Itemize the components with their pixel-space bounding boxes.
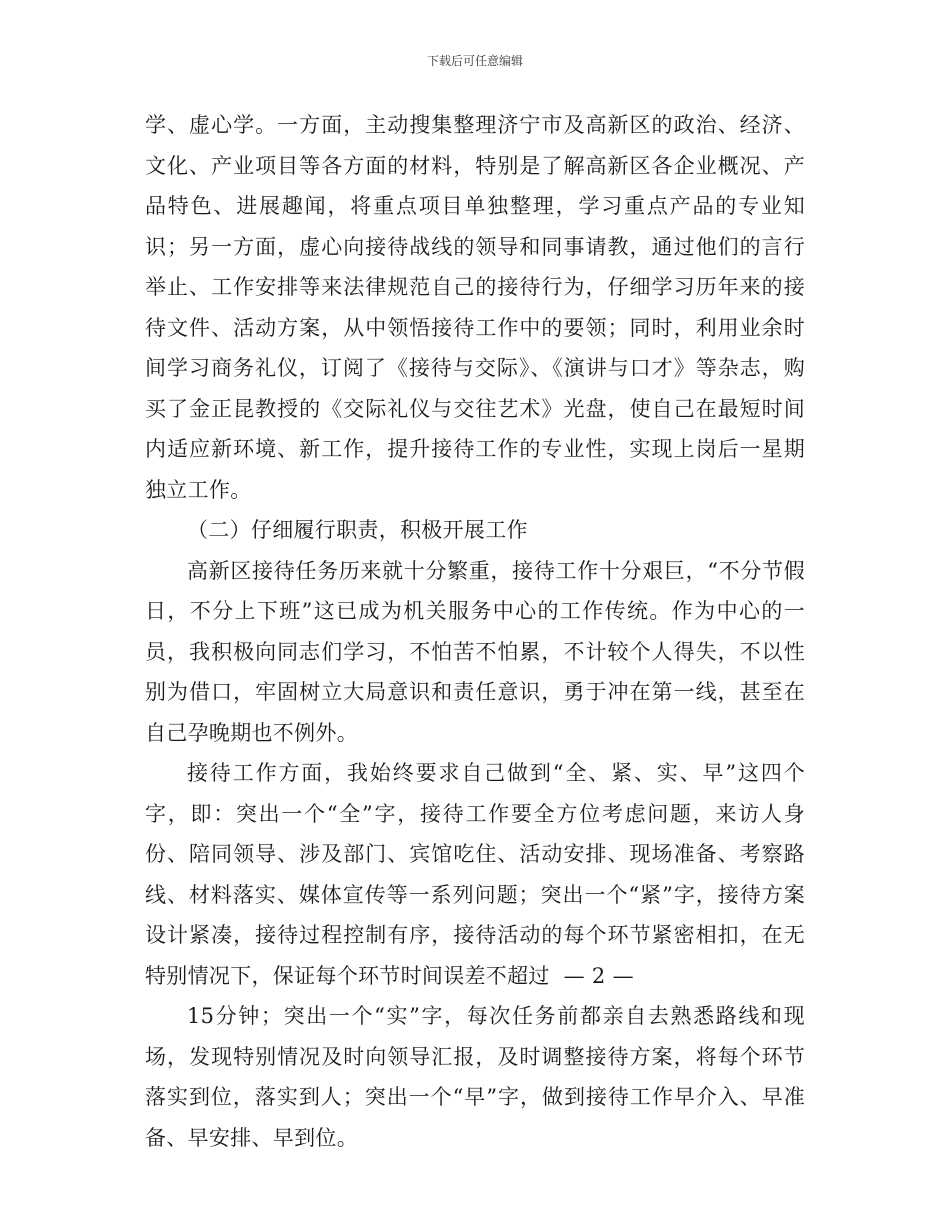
- document-body: [145, 105, 805, 1158]
- paragraph-2: 高新区接待任务历来就十分繁重，接待工作十分艰巨，“不分节假日，不分上下班”这已成为机关服务中心的工作传统。作为中心的一员，我积极向同志们学习，不怕苦不怕累，不计较个人得失，不以性别为借口，牢固树立大局意识和责任意识，勇于冲在第一线，甚至在自己孕晚期也不例外。: [145, 558, 805, 745]
- paragraph-3: [145, 753, 805, 996]
- section-heading-2: （二）仔细履行职责，积极开展工作: [187, 518, 528, 542]
- header-note: 下载后可任意编辑: [426, 54, 523, 68]
- paragraph-1: 学、虚心学。一方面，主动搜集整理济宁市及高新区的政治、经济、文化、产业项目等各方面的材料，特别是了解高新区各企业概况、产品特色、进展趣闻，将重点项目单独整理，学习重点产品的专业知识；另一方面，虚心向接待战线的领导和同事请教，通过他们的言行举止、工作安排等来法律规范自己的接待行为，仔细学习历年来的接待文件、活动方案，从中领悟接待工作中的要领；同时，利用业余时间学习商务礼仪，订阅了《接待与交际》、《演讲与口才》等杂志，购买了金正昆教授的《交际礼仪与交往艺术》光盘，使自己在最短时间内适应新环境、新工作，提升接待工作的专业性，实现上岗后一星期独立工作。: [145, 113, 805, 502]
- paragraph-4: 15分钟；突出一个“实”字，每次任务前都亲自去熟悉路线和现场，发现特别情况及时向领导汇报，及时调整接待方案，将每个环节落实到位，落实到人；突出一个“早”字，做到接待工作早介入、早准备、早安排、早到位。: [145, 1004, 805, 1150]
- paragraph-3-text: 接待工作方面，我始终要求自己做到“全、紧、实、早”这四个字，即：突出一个“全”字，接待工作要全方位考虑问题，来访人身份、陪同领导、涉及部门、宾馆吃住、活动安排、现场准备、考察路线、材料落实、媒体宣传等一系列问题；突出一个“紧”字，接待方案设计紧凑，接待过程控制有序，接待活动的每个环节紧密相扣，在无特别情况下，保证每个环节时间误差不超过: [145, 761, 805, 988]
- page-number: — 2 —: [563, 963, 634, 988]
